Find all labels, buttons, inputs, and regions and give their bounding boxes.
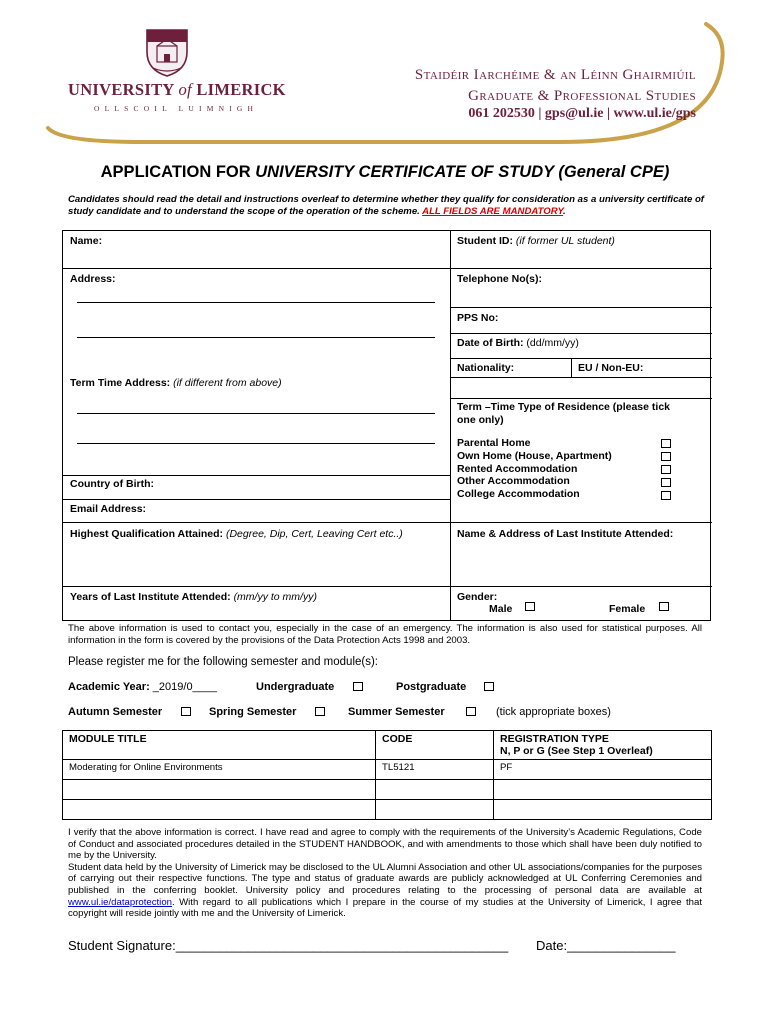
student-signature-field[interactable]: Student Signature:______________________________________________ (68, 938, 509, 953)
term-address-line-1[interactable] (77, 413, 435, 414)
female-checkbox[interactable] (659, 602, 669, 611)
module-title-header: MODULE TITLE (63, 731, 376, 760)
postgraduate-checkbox[interactable] (484, 682, 494, 691)
address-line-1[interactable] (77, 302, 435, 303)
module-code-cell[interactable]: TL5121 (376, 760, 494, 780)
module-code-cell[interactable] (376, 780, 494, 800)
registration-type-header: REGISTRATION TYPE N, P or G (See Step 1 Overleaf) (494, 731, 712, 760)
intro-instructions: Candidates should read the detail and instructions overleaf to determine whether they qualify for consideration as a university certificate of study candidate and to understand the scope of the operation of the scheme. ALL FIELDS ARE MANDATORY. (68, 194, 704, 217)
academic-year-label: Academic Year: _2019/0____ (68, 681, 218, 693)
other-accommodation-checkbox[interactable] (661, 478, 671, 487)
summer-semester-checkbox[interactable] (466, 707, 476, 716)
highest-qualification-label: Highest Qualification Attained: (Degree, Dip, Cert, Leaving Cert etc..) (70, 528, 403, 540)
registration-type-cell[interactable] (494, 780, 712, 800)
table-row (63, 780, 712, 800)
male-checkbox[interactable] (525, 602, 535, 611)
spring-semester-label: Spring Semester (209, 706, 297, 718)
residence-option-parental: Parental Home (457, 437, 531, 449)
years-attended-label: Years of Last Institute Attended: (mm/yy to mm/yy) (70, 591, 317, 603)
undergraduate-label: Undergraduate (256, 681, 335, 693)
university-crest-logo (143, 26, 191, 78)
tick-note: (tick appropriate boxes) (496, 706, 611, 718)
module-title-cell[interactable]: Moderating for Online Environments (63, 760, 376, 780)
country-of-birth-label: Country of Birth: (70, 478, 154, 490)
register-instruction: Please register me for the following semester and module(s): (68, 656, 379, 668)
parental-home-checkbox[interactable] (661, 439, 671, 448)
page-title: APPLICATION FOR UNIVERSITY CERTIFICATE OF STUDY (General CPE) (100, 163, 670, 181)
department-irish: Staidéir Iarchéime & an Léinn Ghairmiúil (414, 67, 696, 83)
module-code-cell[interactable] (376, 800, 494, 820)
mandatory-notice: ALL FIELDS ARE MANDATORY (422, 206, 564, 217)
pps-label: PPS No: (457, 312, 499, 324)
modules-table (62, 730, 712, 820)
address-label: Address: (70, 273, 116, 285)
telephone-label: Telephone No(s): (457, 273, 542, 285)
code-header: CODE (376, 731, 494, 760)
term-address-label: Term Time Address: (if different from above) (70, 377, 282, 389)
verification-statement: I verify that the above information is correct. I have read and agree to comply with the requirements of the University’s Academic Regulations, Code of Conduct and associated procedures detailed in the STUDENT HANDBOOK, and with amendments to those which shall have been duly notified to me by the University. Student data held by the University of Limerick may be disclosed to the UL Alumni Association and other UL associations/companies for the purposes of carrying out their respective functions. The type and status of graduate awards are publicly acknowledged at UL Conferring Ceremonies and published in the conferring booklet. University policy and procedures relating to the processing of personal data are available at www.ul.ie/dataprotection. With regard to all publications which I prepare in the course of my studies at the University of Limerick, I agree that copyright will reside jointly with me and the University of Limerick. (68, 827, 702, 920)
data-protection-link[interactable]: www.ul.ie/dataprotection (68, 896, 172, 908)
undergraduate-checkbox[interactable] (353, 682, 363, 691)
date-of-birth-label: Date of Birth: (dd/mm/yy) (457, 337, 579, 349)
data-protection-notice: The above information is used to contact you, especially in the case of an emergency. The information is also used for statistical purposes. All information in the form is covered by the provisions of the Data Protection Acts 1998 and 2003. (68, 623, 702, 646)
postgraduate-label: Postgraduate (396, 681, 467, 693)
term-address-line-2[interactable] (77, 443, 435, 444)
email-label: Email Address: (70, 503, 147, 515)
module-title-cell[interactable] (63, 780, 376, 800)
date-field[interactable]: Date:_______________ (536, 938, 676, 953)
male-label: Male (489, 603, 513, 615)
eu-status-label: EU / Non-EU: (578, 362, 644, 374)
department-contact: 061 202530 | gps@ul.ie | www.ul.ie/gps (468, 106, 696, 121)
female-label: Female (609, 603, 646, 615)
own-home-checkbox[interactable] (661, 452, 671, 461)
applicant-details-form (62, 230, 711, 621)
department-english: Graduate & Professional Studies (468, 88, 696, 104)
residence-options (457, 437, 612, 501)
residence-option-college: College Accommodation (457, 488, 580, 501)
autumn-semester-checkbox[interactable] (181, 707, 191, 716)
registration-type-cell[interactable]: PF (494, 760, 712, 780)
name-label: Name: (70, 235, 103, 247)
last-institute-label: Name & Address of Last Institute Attended: (457, 528, 674, 540)
residence-option-rented: Rented Accommodation (457, 462, 578, 475)
term-address-line-3[interactable] (63, 475, 450, 476)
residence-option-other: Other Accommodation (457, 475, 570, 488)
nationality-label: Nationality: (457, 362, 515, 374)
modules-table-header (63, 731, 712, 760)
registration-type-cell[interactable] (494, 800, 712, 820)
address-line-2[interactable] (77, 337, 435, 338)
residence-type-label: Term –Time Type of Residence (please tick one only) (457, 401, 670, 426)
spring-semester-checkbox[interactable] (315, 707, 325, 716)
summer-semester-label: Summer Semester (348, 706, 445, 718)
university-irish-name: OLLSCOIL LUIMNIGH (94, 104, 259, 113)
rented-accommodation-checkbox[interactable] (661, 465, 671, 474)
module-title-cell[interactable] (63, 800, 376, 820)
college-accommodation-checkbox[interactable] (661, 491, 671, 500)
table-row (63, 800, 712, 820)
university-name: UNIVERSITY of LIMERICK (68, 80, 286, 99)
residence-option-own-home: Own Home (House, Apartment) (457, 449, 612, 462)
table-row (63, 760, 712, 780)
autumn-semester-label: Autumn Semester (68, 706, 163, 718)
student-id-label: Student ID: (if former UL student) (457, 235, 615, 247)
academic-year-value[interactable]: _2019/0____ (152, 681, 218, 693)
gender-label: Gender: (457, 591, 498, 603)
